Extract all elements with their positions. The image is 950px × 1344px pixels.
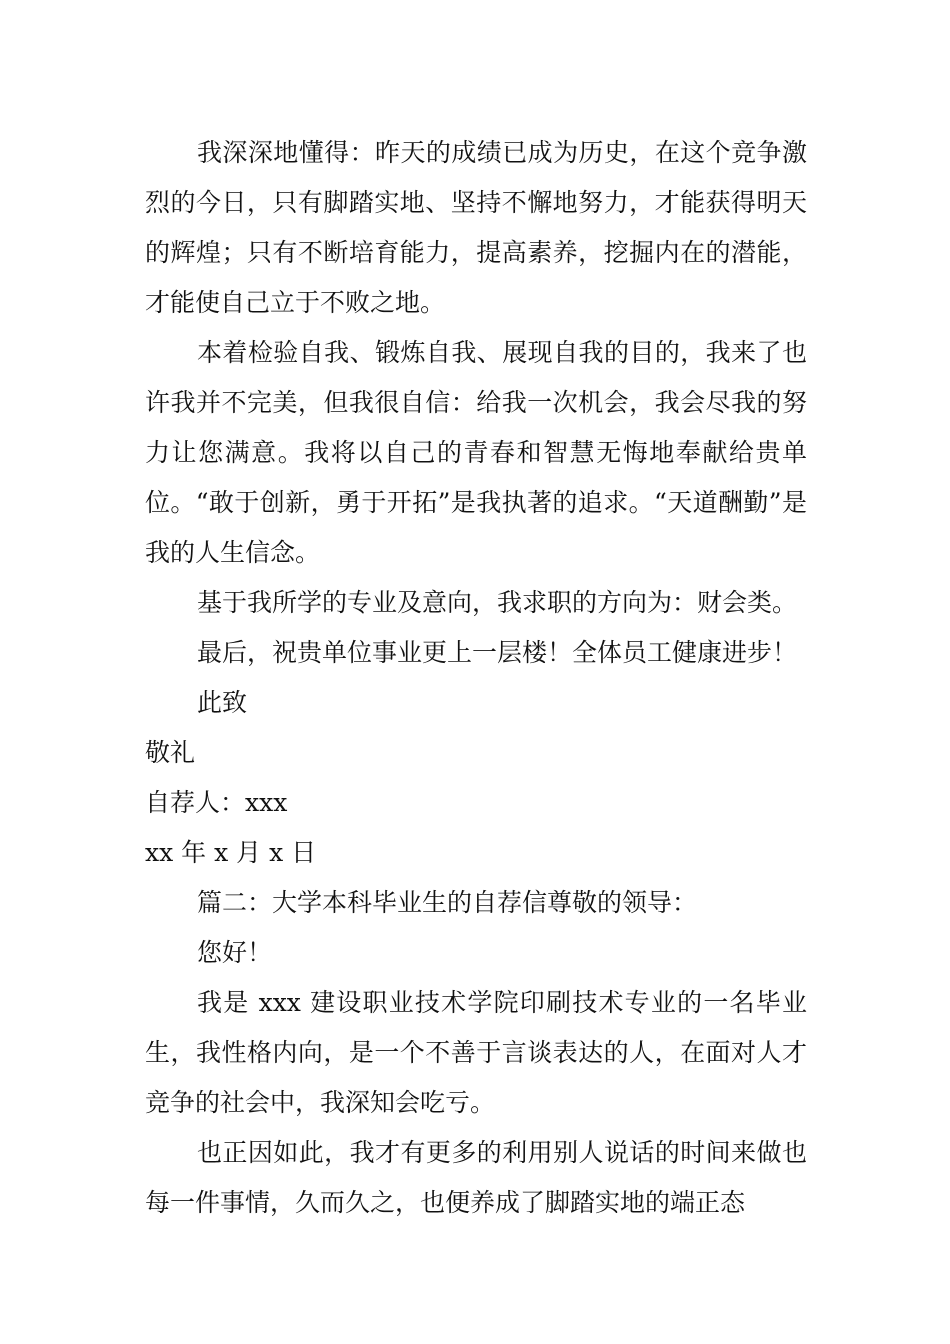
paragraph-self-test: 本着检验自我、锻炼自我、展现自我的目的，我来了也许我并不完美，但我很自信：给我一次机会，我会尽我的努力让您满意。我将以自己的青春和智慧无悔地奉献给贵单位。“敢于创新，勇于开拓”是我执著的追求。“天道酬勤”是我的人生信念。 — [145, 338, 807, 567]
section-heading: 篇二：大学本科毕业生的自荐信尊敬的领导： — [197, 888, 698, 917]
paragraph-wishes: 最后，祝贵单位事业更上一层楼！全体员工健康进步！ — [197, 638, 798, 667]
paragraph-job-direction: 基于我所学的专业及意向，我求职的方向为：财会类。 — [197, 588, 798, 617]
closing-respect: 敬礼 — [145, 738, 196, 767]
signature-line: 自荐人：xxx — [145, 788, 288, 817]
greeting: 您好！ — [197, 938, 273, 967]
paragraph-introduction: 我是 xxx 建设职业技术学院印刷技术专业的一名毕业生，我性格内向，是一个不善于言谈表达的人，在面对人才竞争的社会中，我深知会吃亏。 — [145, 988, 807, 1117]
document-body — [145, 128, 807, 1228]
paragraph-history: 我深深地懂得：昨天的成绩已成为历史，在这个竞争激烈的今日，只有脚踏实地、坚持不懈地努力，才能获得明天的辉煌；只有不断培育能力，提高素养，挖掘内在的潜能，才能使自己立于不败之地。 — [145, 138, 807, 317]
closing-salutation: 此致 — [197, 688, 248, 717]
date-line: xx 年 x 月 x 日 — [145, 838, 317, 867]
paragraph-attitude: 也正因如此，我才有更多的利用别人说话的时间来做也每一件事情，久而久之，也便养成了脚踏实地的端正态 — [145, 1138, 807, 1217]
